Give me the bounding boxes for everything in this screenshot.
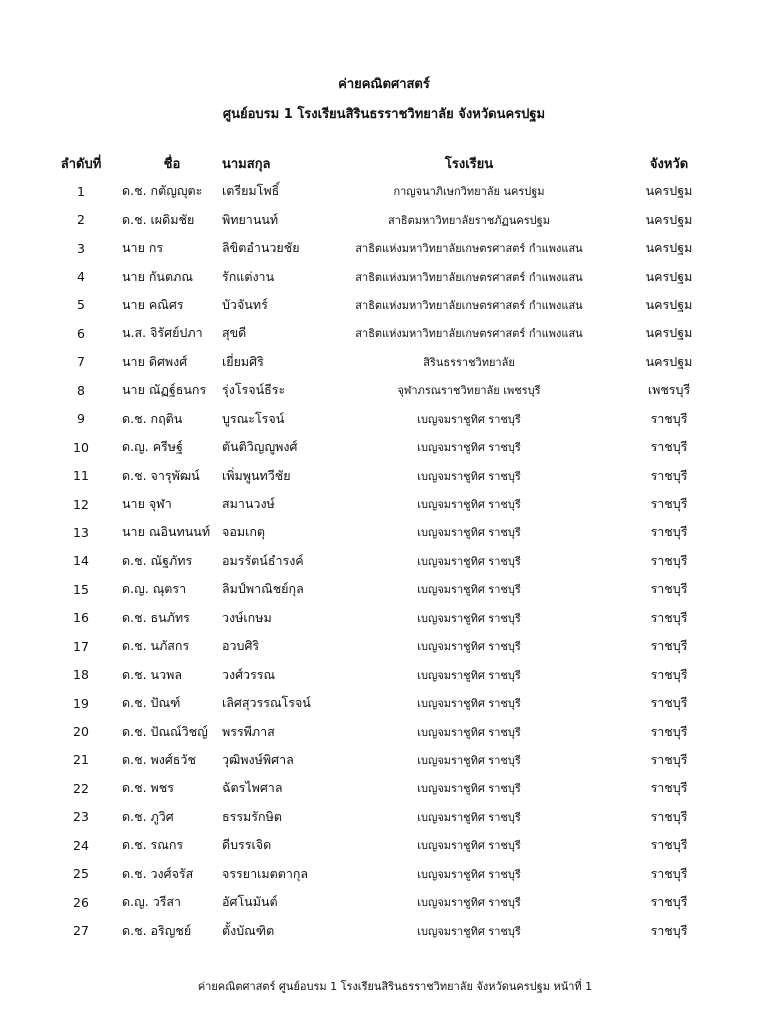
cell-school: เบญจมราชูทิศ ราชบุรี: [417, 753, 521, 767]
cell-first-name: ด.ช. กฤติน: [122, 410, 183, 426]
cell-province: ราชบุรี: [650, 837, 688, 853]
cell-last-name: ลิขิตอำนวยชัย: [222, 240, 300, 256]
cell-province: ราชบุรี: [650, 609, 688, 625]
table-header-row: [40, 149, 740, 177]
table-row: [40, 604, 740, 632]
cell-last-name: เลิศสุวรรณโรจน์: [222, 695, 311, 711]
cell-province: นครปฐม: [645, 353, 693, 369]
cell-first-name: ด.ช. วงศ์จรัส: [122, 865, 194, 881]
cell-school: สาธิตแห่งมหาวิทยาลัยเกษตรศาสตร์ กำแพงแสน: [355, 298, 583, 312]
table-row: [40, 376, 740, 404]
table-row: [40, 291, 740, 319]
cell-number: 6: [77, 325, 85, 341]
cell-school: เบญจมราชูทิศ ราชบุรี: [417, 867, 521, 881]
table-row: [40, 433, 740, 461]
cell-school: เบญจมราชูทิศ ราชบุรี: [417, 810, 521, 824]
table-row: [40, 518, 740, 546]
table-row: [40, 348, 740, 376]
cell-school: เบญจมราชูทิศ ราชบุรี: [417, 924, 521, 938]
cell-number: 8: [77, 382, 85, 398]
table-row: [40, 177, 740, 205]
cell-school: เบญจมราชูทิศ ราชบุรี: [417, 469, 521, 483]
cell-last-name: อัศโนมันต์: [222, 894, 278, 910]
cell-last-name: บูรณะโรจน์: [222, 410, 285, 426]
cell-province: ราชบุรี: [650, 695, 688, 711]
cell-number: 12: [73, 496, 89, 512]
table-row: [40, 405, 740, 433]
cell-school: เบญจมราชูทิศ ราชบุรี: [417, 583, 521, 597]
cell-last-name: ตั้งบัณฑิต: [222, 922, 275, 938]
cell-province: ราชบุรี: [650, 666, 688, 682]
cell-province: ราชบุรี: [650, 496, 688, 512]
cell-province: นครปฐม: [645, 211, 693, 227]
cell-first-name: ด.ช. เผดิมชัย: [122, 211, 195, 227]
cell-first-name: ด.ญ. วรีสา: [122, 894, 182, 910]
table-row: [40, 746, 740, 774]
cell-last-name: พรรพีภาส: [222, 723, 275, 739]
cell-first-name: นาย กันตภณ: [122, 268, 193, 284]
table-row: [40, 205, 740, 233]
cell-first-name: ด.ช. อริญชย์: [122, 922, 192, 938]
cell-last-name: เยี่ยมศิริ: [222, 353, 264, 369]
table-row: [40, 831, 740, 859]
cell-school: เบญจมราชูทิศ ราชบุรี: [417, 526, 521, 540]
cell-first-name: นาย ณัฏฐ์ธนกร: [122, 382, 207, 398]
column-header-first-name: ชื่อ: [163, 156, 181, 172]
table-row: [40, 660, 740, 688]
cell-province: ราชบุรี: [650, 552, 688, 568]
cell-school: เบญจมราชูทิศ ราชบุรี: [417, 611, 521, 625]
table-row: [40, 632, 740, 660]
cell-number: 24: [73, 837, 89, 853]
cell-number: 16: [73, 610, 89, 626]
cell-number: 25: [73, 866, 89, 882]
cell-last-name: สุขดี: [222, 325, 247, 341]
cell-province: นครปฐม: [645, 183, 693, 199]
cell-last-name: บัวจันทร์: [222, 296, 268, 312]
cell-first-name: ด.ช. ปัณณ์วิชญ์: [122, 723, 208, 739]
cell-number: 22: [73, 780, 89, 796]
cell-province: เพชรบุรี: [647, 382, 691, 398]
table-row: [40, 262, 740, 290]
column-header-school: โรงเรียน: [444, 156, 494, 172]
cell-province: นครปฐม: [645, 296, 693, 312]
cell-first-name: ด.ช. จารุพัฒน์: [122, 467, 200, 483]
cell-last-name: วงศ์วรรณ: [222, 666, 276, 682]
cell-school: เบญจมราชูทิศ ราชบุรี: [417, 896, 521, 910]
cell-last-name: เพิ่มพูนทวีชัย: [222, 467, 291, 483]
cell-first-name: ด.ช. รณกร: [122, 837, 184, 853]
cell-last-name: อวบศิริ: [222, 638, 260, 654]
cell-number: 23: [73, 809, 89, 825]
cell-province: ราชบุรี: [650, 467, 688, 483]
cell-last-name: จรรยาเมตตากุล: [222, 865, 309, 881]
cell-province: ราชบุรี: [650, 581, 688, 597]
cell-number: 26: [73, 894, 89, 910]
cell-number: 2: [77, 212, 85, 228]
cell-number: 7: [77, 354, 85, 370]
table-row: [40, 319, 740, 347]
cell-school: เบญจมราชูทิศ ราชบุรี: [417, 498, 521, 512]
cell-last-name: ธรรมรักษิต: [222, 808, 282, 824]
cell-school: เบญจมราชูทิศ ราชบุรี: [417, 412, 521, 426]
cell-number: 14: [73, 553, 89, 569]
page-footer: ค่ายคณิตศาสตร์ ศูนย์อบรม 1 โรงเรียนสิรินธรราชวิทยาลัย จังหวัดนครปฐม หน้าที่ 1: [197, 980, 593, 993]
cell-school: เบญจมราชูทิศ ราชบุรี: [417, 441, 521, 455]
cell-first-name: ด.ช. นวพล: [122, 666, 182, 682]
cell-number: 1: [77, 183, 85, 199]
cell-province: ราชบุรี: [650, 524, 688, 540]
cell-number: 10: [73, 439, 89, 455]
table-row: [40, 774, 740, 802]
cell-province: นครปฐม: [645, 268, 693, 284]
table-row: [40, 860, 740, 888]
cell-number: 15: [73, 581, 89, 597]
cell-number: 9: [77, 411, 85, 427]
cell-province: ราชบุรี: [650, 865, 688, 881]
table-row: [40, 234, 740, 262]
cell-first-name: นาย คณิศร: [122, 296, 184, 312]
cell-last-name: สมานวงษ์: [222, 496, 275, 512]
table-row: [40, 916, 740, 944]
cell-first-name: ด.ช. นภัสกร: [122, 638, 190, 654]
cell-province: ราชบุรี: [650, 723, 688, 739]
cell-first-name: ด.ช. ธนภัทร: [122, 609, 190, 625]
table-row: [40, 461, 740, 489]
cell-last-name: พิทยานนท์: [222, 211, 279, 227]
cell-first-name: ด.ญ. ณุตรา: [122, 581, 187, 597]
cell-last-name: ลิมป์พาณิชย์กุล: [222, 581, 304, 597]
cell-school: สาธิตมหาวิทยาลัยราชภัฏนครปฐม: [388, 213, 550, 227]
cell-first-name: ด.ช. พงศ์ธวัช: [122, 751, 196, 767]
cell-province: ราชบุรี: [650, 439, 688, 455]
column-header-no: ลำดับที่: [60, 156, 102, 172]
table-row: [40, 490, 740, 518]
cell-school: สาธิตแห่งมหาวิทยาลัยเกษตรศาสตร์ กำแพงแสน: [355, 270, 583, 284]
cell-school: กาญจนาภิเษกวิทยาลัย นครปฐม: [393, 185, 545, 199]
cell-number: 20: [73, 724, 89, 740]
cell-province: นครปฐม: [645, 325, 693, 341]
column-header-last-name: นามสกุล: [222, 156, 271, 172]
cell-school: จุฬาภรณราชวิทยาลัย เพชรบุรี: [397, 384, 541, 398]
cell-number: 18: [73, 667, 89, 683]
cell-first-name: ด.ช. กตัญญุตะ: [122, 183, 203, 199]
cell-first-name: ด.ช. ณัฐภัทร: [122, 552, 193, 568]
cell-first-name: ด.ช. ภูวิศ: [122, 808, 174, 824]
cell-first-name: ด.ญ. ครีษฐ์: [122, 439, 183, 455]
cell-first-name: นาย ณอินทนนท์: [122, 524, 211, 540]
cell-school: สิรินธรราชวิทยาลัย: [423, 355, 515, 369]
cell-first-name: น.ส. จิรัศย์ปภา: [122, 325, 203, 341]
cell-number: 21: [73, 752, 89, 768]
table-row: [40, 575, 740, 603]
table-row: [40, 689, 740, 717]
cell-province: ราชบุรี: [650, 922, 688, 938]
cell-number: 19: [73, 695, 89, 711]
cell-first-name: ด.ช. พชร: [122, 780, 174, 796]
cell-school: เบญจมราชูทิศ ราชบุรี: [417, 782, 521, 796]
cell-first-name: ด.ช. ปัณฑ์: [122, 695, 181, 711]
cell-school: เบญจมราชูทิศ ราชบุรี: [417, 668, 521, 682]
cell-number: 27: [73, 923, 89, 939]
cell-school: เบญจมราชูทิศ ราชบุรี: [417, 554, 521, 568]
cell-province: นครปฐม: [645, 240, 693, 256]
cell-first-name: นาย จุฬา: [122, 496, 172, 512]
cell-last-name: ฉัตรไพศาล: [222, 780, 283, 796]
cell-last-name: อมรรัตน์ธำรงค์: [222, 552, 304, 568]
document-subtitle: ศูนย์อบรม 1 โรงเรียนสิรินธรราชวิทยาลัย จังหวัดนครปฐม: [222, 107, 546, 122]
cell-province: ราชบุรี: [650, 780, 688, 796]
student-list-table: [40, 149, 740, 945]
table-row: [40, 547, 740, 575]
cell-province: ราชบุรี: [650, 751, 688, 767]
cell-number: 17: [73, 638, 89, 654]
cell-school: สาธิตแห่งมหาวิทยาลัยเกษตรศาสตร์ กำแพงแสน: [355, 242, 583, 256]
cell-province: ราชบุรี: [650, 410, 688, 426]
document-title: ค่ายคณิตศาสตร์: [338, 77, 430, 92]
table-row: [40, 888, 740, 916]
cell-number: 13: [73, 524, 89, 540]
cell-last-name: ตันติวิญญูพงศ์: [222, 439, 298, 455]
column-header-province: จังหวัด: [649, 156, 689, 172]
cell-province: ราชบุรี: [650, 638, 688, 654]
cell-number: 5: [77, 297, 85, 313]
cell-number: 3: [77, 240, 85, 256]
cell-last-name: เตรียมโพธิ์: [222, 183, 280, 199]
cell-last-name: วุฒิพงษ์พิศาล: [222, 751, 294, 767]
cell-last-name: ดีบรรเจิด: [222, 837, 272, 853]
cell-province: ราชบุรี: [650, 894, 688, 910]
cell-school: เบญจมราชูทิศ ราชบุรี: [417, 839, 521, 853]
cell-school: สาธิตแห่งมหาวิทยาลัยเกษตรศาสตร์ กำแพงแสน: [355, 327, 583, 341]
cell-school: เบญจมราชูทิศ ราชบุรี: [417, 640, 521, 654]
cell-last-name: จอมเกตุ: [222, 524, 266, 540]
cell-first-name: นาย ดิศพงศ์: [122, 353, 188, 369]
cell-number: 4: [77, 269, 85, 285]
cell-province: ราชบุรี: [650, 808, 688, 824]
cell-last-name: รักแต่งาน: [222, 268, 275, 284]
table-row: [40, 803, 740, 831]
cell-last-name: วงษ์เกษม: [222, 609, 272, 625]
table-row: [40, 717, 740, 745]
cell-school: เบญจมราชูทิศ ราชบุรี: [417, 697, 521, 711]
cell-school: เบญจมราชูทิศ ราชบุรี: [417, 725, 521, 739]
cell-first-name: นาย กร: [122, 240, 164, 256]
cell-last-name: รุ่งโรจน์ธีระ: [222, 382, 286, 398]
cell-number: 11: [73, 468, 89, 484]
